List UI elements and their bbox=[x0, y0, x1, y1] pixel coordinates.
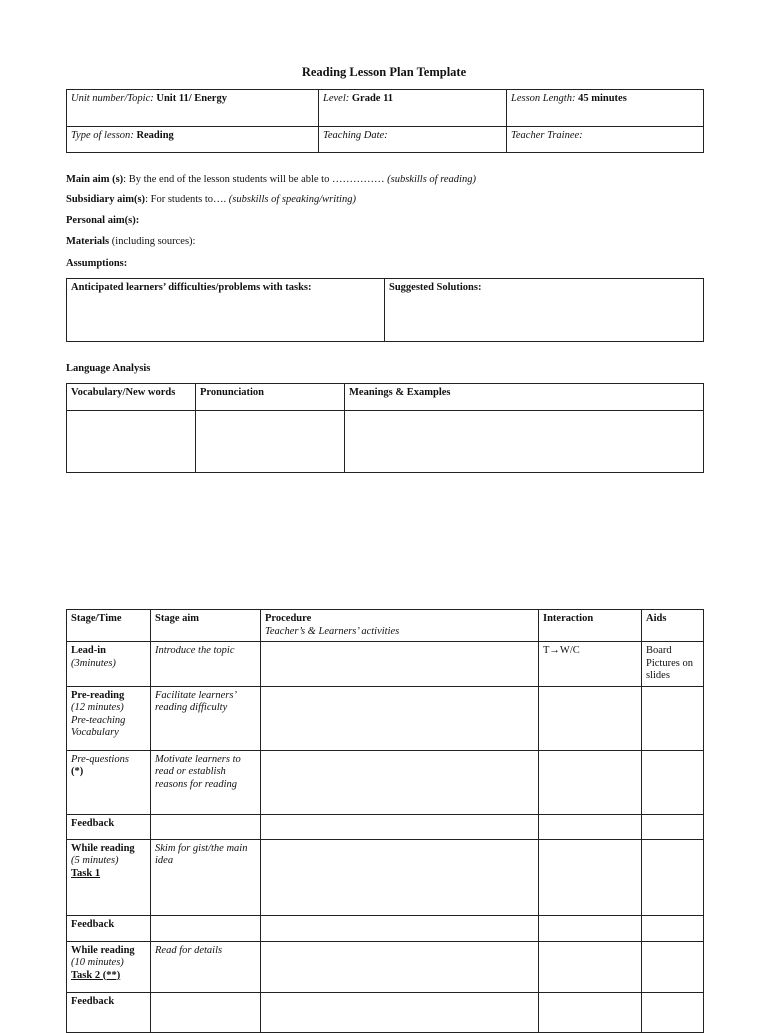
lesson-length-value: 45 minutes bbox=[578, 93, 627, 104]
stage-name: While reading bbox=[71, 944, 135, 956]
unit-cell: Unit number/Topic: Unit 11/ Energy bbox=[67, 90, 319, 127]
stage-aim-cell bbox=[151, 915, 261, 941]
materials-line bbox=[66, 236, 195, 247]
header-table bbox=[66, 89, 704, 153]
main-aim-label: Main aim (s) bbox=[66, 174, 124, 185]
procedure-cell bbox=[261, 750, 539, 814]
aids-cell bbox=[642, 992, 704, 1032]
materials-label: Materials bbox=[66, 236, 110, 247]
meanings-header: Meanings & Examples bbox=[345, 384, 704, 411]
language-analysis-title: Language Analysis bbox=[66, 363, 151, 374]
table-row bbox=[67, 642, 704, 687]
procedure-subtitle: Teacher’s & Learners’ activities bbox=[265, 625, 400, 637]
interaction-cell bbox=[539, 814, 642, 839]
level-cell bbox=[319, 90, 507, 127]
solutions-header: Suggested Solutions: bbox=[385, 279, 704, 342]
table-row bbox=[67, 992, 704, 1032]
stage-cell bbox=[67, 686, 151, 750]
subsidiary-aim-line bbox=[66, 194, 356, 205]
stage-cell bbox=[67, 839, 151, 915]
stage-marker: (*) bbox=[71, 766, 84, 777]
main-aim-text: : By the end of the lesson students will be able to …………… bbox=[123, 174, 388, 185]
aids-header: Aids bbox=[642, 610, 704, 642]
unit-value: Unit 11/ Energy bbox=[156, 93, 227, 104]
main-aim-note: (subskills of reading) bbox=[387, 174, 476, 185]
stage-time: (3minutes) bbox=[71, 657, 116, 669]
lesson-type-cell: Type of lesson: Reading bbox=[67, 127, 319, 153]
stage-cell bbox=[67, 642, 151, 687]
interaction-cell bbox=[539, 686, 642, 750]
language-analysis-table bbox=[66, 383, 704, 473]
table-row bbox=[67, 750, 704, 814]
stage-table-header bbox=[67, 610, 704, 642]
table-row bbox=[67, 686, 704, 750]
materials-text: (including sources): bbox=[109, 236, 196, 247]
stage-time: (10 minutes) bbox=[71, 957, 124, 968]
aids-cell bbox=[642, 915, 704, 941]
personal-aim-label: Personal aim(s): bbox=[66, 215, 140, 226]
procedure-cell bbox=[261, 992, 539, 1032]
procedure-cell bbox=[261, 642, 539, 687]
stage-name: Pre-questions bbox=[71, 753, 129, 765]
interaction-cell bbox=[539, 839, 642, 915]
pronunciation-header: Pronunciation bbox=[196, 384, 345, 411]
stage-aim-cell: Introduce the topic bbox=[151, 642, 261, 687]
level-label: Level: bbox=[323, 93, 350, 104]
interaction-cell bbox=[539, 941, 642, 992]
interaction-cell bbox=[539, 992, 642, 1032]
subsidiary-aim-text: : For students to…. bbox=[145, 194, 229, 205]
stage-cell: Feedback bbox=[67, 814, 151, 839]
aids-cell bbox=[642, 839, 704, 915]
procedure-cell bbox=[261, 915, 539, 941]
stage-cell bbox=[67, 941, 151, 992]
document-title: Reading Lesson Plan Template bbox=[301, 65, 467, 79]
interaction-cell bbox=[539, 750, 642, 814]
teaching-date-cell bbox=[319, 127, 507, 153]
aids-cell bbox=[642, 814, 704, 839]
teaching-date-label: Teaching Date: bbox=[323, 130, 388, 141]
stage-time: (5 minutes) bbox=[71, 855, 119, 866]
stage-task: Task 1 bbox=[71, 867, 101, 879]
lesson-length-cell bbox=[507, 90, 704, 127]
difficulties-table bbox=[66, 278, 704, 342]
stage-aim-cell bbox=[151, 992, 261, 1032]
stage-task: Task 2 (**) bbox=[71, 969, 121, 981]
interaction-cell bbox=[539, 915, 642, 941]
stage-time: (12 minutes) bbox=[71, 702, 124, 713]
main-aim-line bbox=[66, 174, 476, 185]
stage-cell: Feedback bbox=[67, 992, 151, 1032]
table-row bbox=[67, 839, 704, 915]
difficulties-header: Anticipated learners’ difficulties/problems with tasks: bbox=[67, 279, 385, 342]
teacher-trainee-label: Teacher Trainee: bbox=[511, 130, 583, 141]
aids-cell bbox=[642, 941, 704, 992]
stage-aim-cell bbox=[151, 814, 261, 839]
personal-aim-line bbox=[66, 215, 139, 226]
level-value: Grade 11 bbox=[351, 93, 393, 104]
table-row bbox=[67, 941, 704, 992]
lesson-type-value: Reading bbox=[136, 130, 174, 141]
interaction-cell: T→W/C bbox=[539, 642, 642, 687]
stage-aim-cell: Facilitate learners’ reading difficulty bbox=[151, 686, 261, 750]
lesson-type-label: Type of lesson bbox=[71, 130, 131, 141]
aids-cell bbox=[642, 686, 704, 750]
lesson-length-label: Lesson Length: bbox=[511, 93, 576, 104]
aids-cell bbox=[642, 750, 704, 814]
procedure-cell bbox=[261, 814, 539, 839]
procedure-cell bbox=[261, 941, 539, 992]
stage-name: Lead-in bbox=[71, 645, 107, 656]
procedure-title: Procedure bbox=[265, 613, 312, 624]
procedure-cell bbox=[261, 686, 539, 750]
procedure-cell bbox=[261, 839, 539, 915]
stage-table bbox=[66, 609, 704, 1033]
stage-name: While reading bbox=[71, 842, 135, 854]
stage-time-header: Stage/Time bbox=[67, 610, 151, 642]
stage-sub: Pre-teaching Vocabulary bbox=[71, 714, 126, 738]
stage-name: Pre-reading bbox=[71, 689, 125, 701]
stage-cell bbox=[67, 750, 151, 814]
subsidiary-aim-label: Subsidiary aim(s) bbox=[66, 194, 146, 205]
vocabulary-cell bbox=[67, 411, 196, 473]
stage-aim-header: Stage aim bbox=[151, 610, 261, 642]
procedure-header bbox=[261, 610, 539, 642]
meanings-cell bbox=[345, 411, 704, 473]
pronunciation-cell bbox=[196, 411, 345, 473]
teacher-trainee-cell bbox=[507, 127, 704, 153]
assumptions-label: Assumptions: bbox=[66, 258, 128, 269]
stage-aim-cell: Skim for gist/the main idea bbox=[151, 839, 261, 915]
assumptions-line bbox=[66, 258, 127, 269]
stage-aim-cell: Motivate learners to read or establish reasons for reading bbox=[151, 750, 261, 814]
table-row bbox=[67, 915, 704, 941]
subsidiary-aim-note: (subskills of speaking/writing) bbox=[228, 194, 356, 205]
stage-cell: Feedback bbox=[67, 915, 151, 941]
stage-aim-cell: Read for details bbox=[151, 941, 261, 992]
vocabulary-header: Vocabulary/New words bbox=[67, 384, 196, 411]
interaction-header: Interaction bbox=[539, 610, 642, 642]
unit-label: Unit number/Topic bbox=[71, 93, 151, 104]
table-row bbox=[67, 814, 704, 839]
aids-cell: Board Pictures on slides bbox=[642, 642, 704, 687]
